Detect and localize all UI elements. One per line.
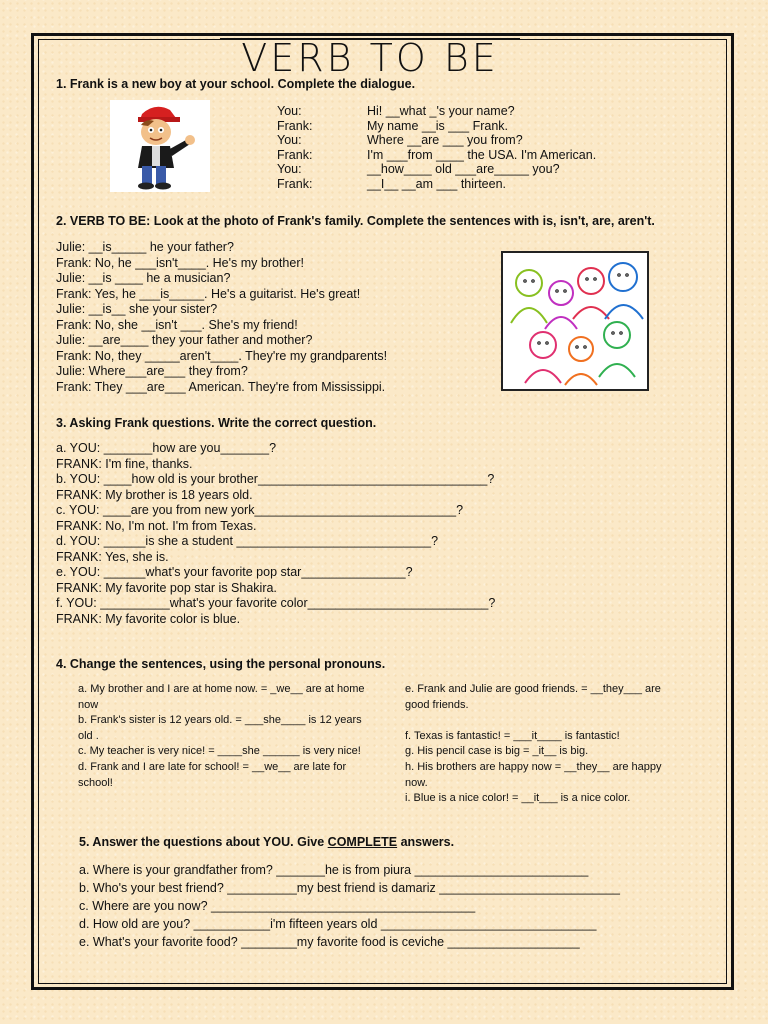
dialogue-text: I'm ___from ____ the USA. I'm American. <box>367 147 597 162</box>
answer-line: a. Where is your grandfather from? _______he is from piura _________________________ <box>79 863 589 877</box>
section-5-heading-text-end: answers. <box>397 835 455 849</box>
answer-line: FRANK: My brother is 18 years old. <box>56 487 253 502</box>
dialogue-text: My name __is ___ Frank. <box>367 118 509 133</box>
pronoun-line: d. Frank and I are late for school! = __we__ are late for <box>78 760 347 773</box>
dialogue-row <box>277 162 596 177</box>
section-5-heading <box>79 835 454 849</box>
answer-line: c. Where are you now? ______________________________________ <box>79 899 476 913</box>
section-2-heading: 2. VERB TO BE: Look at the photo of Frank's family. Complete the sentences with is, isn't, are, aren't. <box>56 214 655 228</box>
pronoun-line: i. Blue is a nice color! = __it___ is a nice color. <box>405 792 631 805</box>
answer-line: FRANK: Yes, she is. <box>56 549 169 564</box>
question-line: f. YOU: __________what's your favorite color__________________________? <box>56 596 496 610</box>
sentence-line: Frank: No, he ___isn't____. He's my brother! <box>56 255 304 270</box>
question-line: a. YOU: _______how are you_______? <box>56 441 277 455</box>
pronoun-line: old . <box>78 729 99 742</box>
question-line: b. YOU: ____how old is your brother_________________________________? <box>56 472 495 486</box>
answer-line: FRANK: I'm fine, thanks. <box>56 456 193 471</box>
section-4-right-column <box>405 682 705 807</box>
dialogue-row <box>277 104 596 119</box>
dialogue-text: Where __are ___ you from? <box>367 133 523 147</box>
pronoun-line: good friends. <box>405 698 469 711</box>
pronoun-line: school! <box>78 776 113 789</box>
pronoun-line: h. His brothers are happy now = __they__ are happy <box>405 760 662 773</box>
pronoun-line: e. Frank and Julie are good friends. = __they___ are <box>405 683 661 695</box>
dialogue-text: __I__ __am ___ thirteen. <box>367 176 506 191</box>
section-3-heading: 3. Asking Frank questions. Write the correct question. <box>56 416 377 430</box>
section-1-heading: 1. Frank is a new boy at your school. Complete the dialogue. <box>56 77 416 91</box>
dialogue-text: Hi! __what _'s your name? <box>367 104 515 118</box>
pronoun-line: a. My brother and I are at home now. = _we__ are at home <box>78 683 365 695</box>
answer-line: e. What's your favorite food? ________my favorite food is ceviche ___________________ <box>79 935 580 949</box>
answer-line: b. Who's your best friend? __________my best friend is damariz __________________________ <box>79 881 620 895</box>
pronoun-line: now. <box>405 776 428 789</box>
dialogue-speaker: You: <box>277 104 302 118</box>
dialogue-speaker: Frank: <box>277 176 313 191</box>
dialogue-text: __how____ old ___are_____ you? <box>367 162 560 176</box>
sentence-line: Frank: No, she __isn't ___. She's my friend! <box>56 317 298 332</box>
section-5-heading-emphasis: COMPLETE <box>327 835 398 849</box>
family-drawing-image <box>501 251 649 391</box>
dialogue-row <box>277 119 596 134</box>
sentence-line: Julie: Where___are___ they from? <box>56 364 248 378</box>
dialogue-row <box>277 148 596 163</box>
sentence-line: Julie: __is__ she your sister? <box>56 302 218 316</box>
pronoun-line: c. My teacher is very nice! = ____she ______ is very nice! <box>78 745 361 758</box>
section-5-heading-text: 5. Answer the questions about YOU. Give <box>79 835 328 849</box>
sentence-line: Frank: Yes, he ___is_____. He's a guitarist. He's great! <box>56 286 361 301</box>
sentence-line: Frank: They ___are___ American. They're from Mississippi. <box>56 379 386 394</box>
answer-line: FRANK: No, I'm not. I'm from Texas. <box>56 518 257 533</box>
pronoun-line: b. Frank's sister is 12 years old. = ___she____ is 12 years <box>78 714 362 727</box>
dialogue-row <box>277 133 596 148</box>
dialogue-table <box>277 104 596 191</box>
sentence-line: Julie: __is_____ he your father? <box>56 240 234 254</box>
frank-cartoon-image <box>110 100 210 192</box>
pronoun-line: now <box>78 698 99 711</box>
section-5-lines <box>79 861 620 951</box>
section-3-lines <box>56 441 495 627</box>
sentence-line: Julie: __is ____ he a musician? <box>56 271 231 285</box>
question-line: d. YOU: ______is she a student ____________________________? <box>56 534 439 548</box>
dialogue-row <box>277 177 596 192</box>
answer-line: FRANK: My favorite pop star is Shakira. <box>56 580 277 595</box>
question-line: c. YOU: ____are you from new york_____________________________? <box>56 503 464 517</box>
answer-line: d. How old are you? ___________i'm fifteen years old _______________________________ <box>79 917 597 931</box>
pronoun-line <box>405 713 705 729</box>
pronoun-line: g. His pencil case is big = _it__ is big. <box>405 745 589 758</box>
pronoun-line: f. Texas is fantastic! = ___it____ is fantastic! <box>405 729 620 742</box>
section-2-lines <box>56 240 387 395</box>
question-line: e. YOU: ______what's your favorite pop star_______________? <box>56 565 413 579</box>
dialogue-speaker: You: <box>277 162 302 176</box>
dialogue-speaker: Frank: <box>277 118 313 133</box>
dialogue-speaker: You: <box>277 133 302 147</box>
page-title: VERB TO BE <box>241 36 499 80</box>
sentence-line: Frank: No, they _____aren't____. They're my grandparents! <box>56 348 388 363</box>
sentence-line: Julie: __are____ they your father and mother? <box>56 333 313 347</box>
answer-line: FRANK: My favorite color is blue. <box>56 611 241 626</box>
section-4-left-column <box>78 682 398 791</box>
section-4-heading: 4. Change the sentences, using the personal pronouns. <box>56 657 386 671</box>
dialogue-speaker: Frank: <box>277 147 313 162</box>
